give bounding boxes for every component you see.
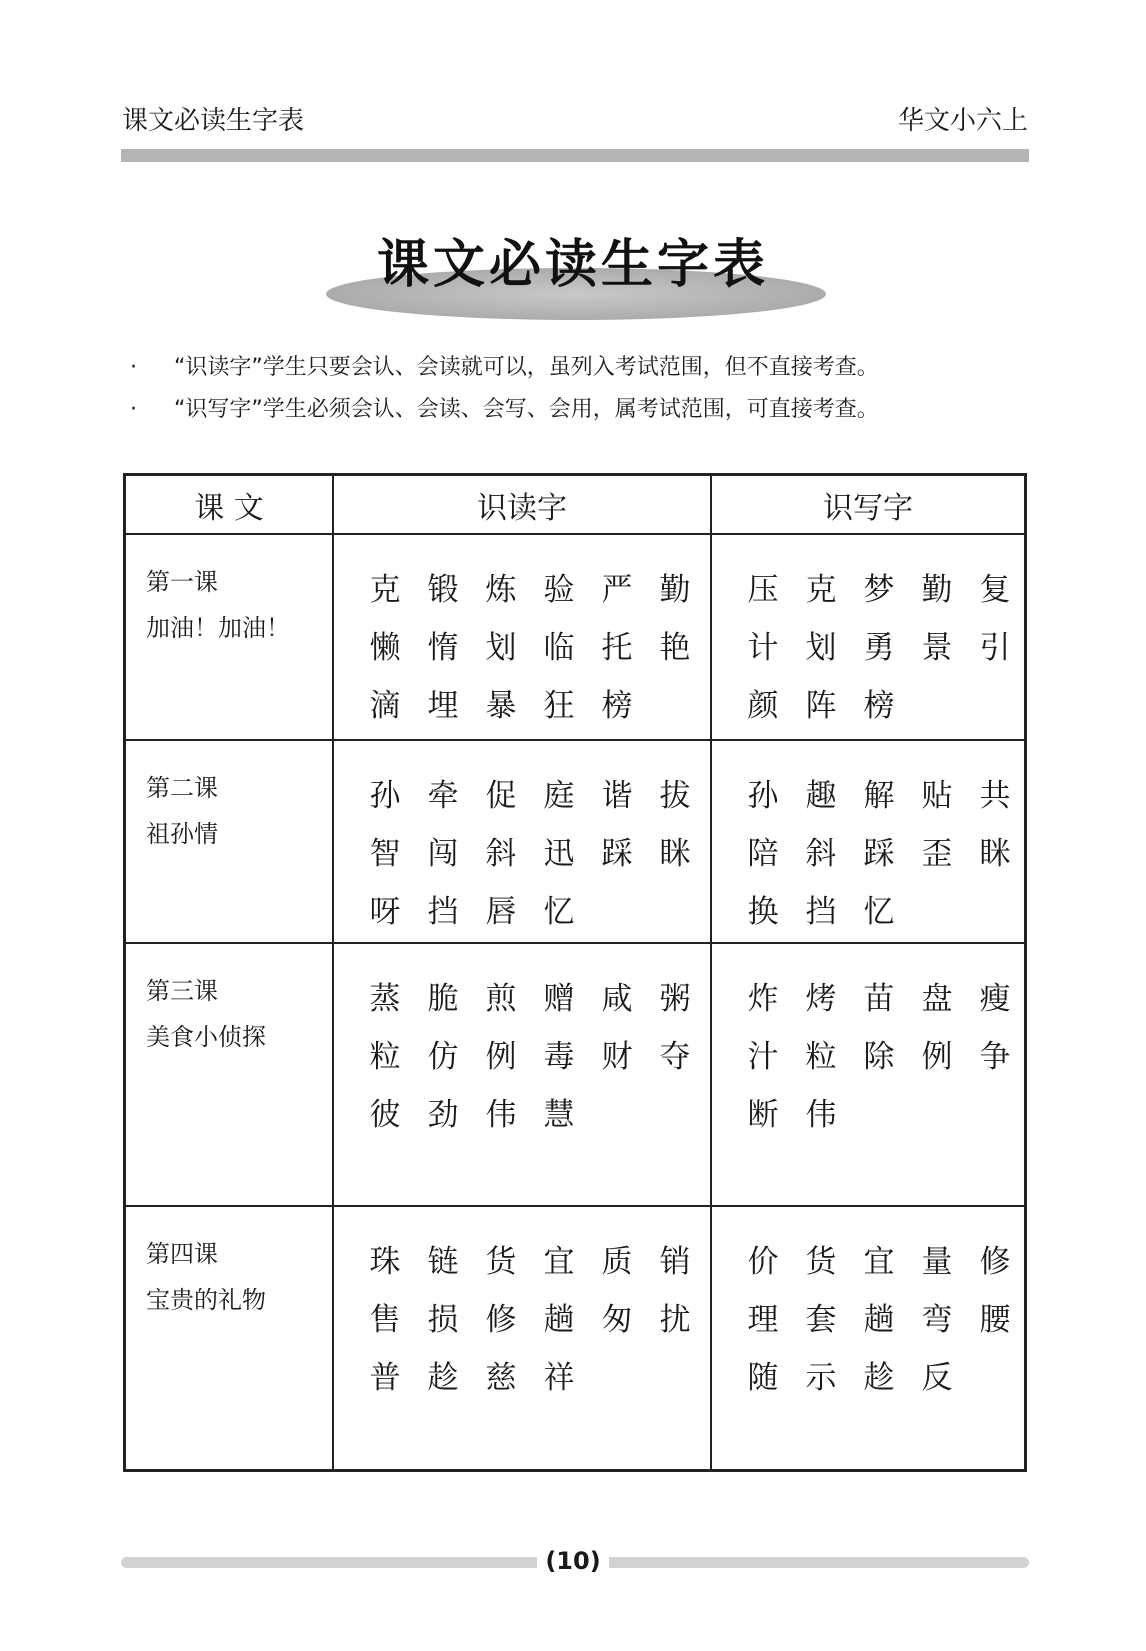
write-char: 忆 (863, 893, 895, 930)
write-chars-cell (711, 1206, 1026, 1470)
read-chars-cell (333, 534, 711, 740)
write-char: 粒 (805, 1038, 837, 1075)
page-title: 课文必读生字表 (376, 235, 769, 295)
read-char: 托 (601, 629, 633, 666)
write-char: 反 (921, 1359, 953, 1396)
header-read-chars: 识读字 (333, 475, 711, 535)
read-char: 链 (427, 1243, 459, 1280)
read-char: 智 (369, 835, 401, 872)
write-char: 梦 (863, 571, 895, 608)
read-char: 挡 (427, 893, 459, 930)
read-char: 滴 (369, 687, 401, 724)
read-char: 懒 (369, 629, 401, 666)
write-char: 挡 (805, 893, 837, 930)
write-char: 踩 (863, 835, 895, 872)
note-1 (130, 350, 879, 381)
bullet: · (130, 355, 137, 380)
note-2 (130, 392, 879, 423)
read-char: 咸 (601, 980, 633, 1017)
write-char: 盘 (921, 980, 953, 1017)
write-char: 量 (921, 1243, 953, 1280)
read-char: 煎 (485, 980, 517, 1017)
read-char: 验 (543, 571, 575, 608)
write-char: 趁 (863, 1359, 895, 1396)
header-lesson: 课 文 (125, 475, 334, 535)
lesson-cell (125, 534, 334, 740)
read-char: 炼 (485, 571, 517, 608)
read-char: 祥 (543, 1359, 575, 1396)
table-row (125, 1206, 1026, 1470)
read-char: 谐 (601, 777, 633, 814)
read-char: 珠 (369, 1243, 401, 1280)
write-char: 瘦 (979, 980, 1011, 1017)
write-char: 换 (747, 893, 779, 930)
write-char: 共 (979, 777, 1011, 814)
read-char: 唇 (485, 893, 517, 930)
read-char: 艳 (659, 629, 691, 666)
write-char: 阵 (805, 687, 837, 724)
write-char: 例 (921, 1038, 953, 1075)
read-char: 夺 (659, 1038, 691, 1075)
lesson-name: 加油！加油！ (146, 614, 290, 642)
write-char: 眯 (979, 835, 1011, 872)
running-header-book: 华文小六上 (897, 106, 1028, 136)
read-char: 呀 (369, 893, 401, 930)
read-char: 货 (485, 1243, 517, 1280)
read-char: 勤 (659, 571, 691, 608)
write-char: 复 (979, 571, 1011, 608)
write-char: 宜 (863, 1243, 895, 1280)
read-char: 狂 (543, 687, 575, 724)
lesson-cell (125, 740, 334, 943)
write-char: 套 (805, 1301, 837, 1338)
read-char: 克 (369, 571, 401, 608)
write-char: 烤 (805, 980, 837, 1017)
lesson-cell (125, 1206, 334, 1470)
read-char: 迅 (543, 835, 575, 872)
write-chars-cell (711, 740, 1026, 943)
write-char: 引 (979, 629, 1011, 666)
write-char: 修 (979, 1243, 1011, 1280)
read-char: 扰 (659, 1301, 691, 1338)
read-char: 蒸 (369, 980, 401, 1017)
read-char: 仿 (427, 1038, 459, 1075)
write-char: 计 (747, 629, 779, 666)
write-char: 示 (805, 1359, 837, 1396)
read-char: 粒 (369, 1038, 401, 1075)
read-char: 严 (601, 571, 633, 608)
read-char: 彼 (369, 1096, 401, 1133)
read-char: 赠 (543, 980, 575, 1017)
write-char: 划 (805, 629, 837, 666)
read-char: 忆 (543, 893, 575, 930)
read-char: 质 (601, 1243, 633, 1280)
read-char: 暴 (485, 687, 517, 724)
write-char: 伟 (805, 1096, 837, 1133)
table-row (125, 943, 1026, 1206)
read-char: 修 (485, 1301, 517, 1338)
read-char: 粥 (659, 980, 691, 1017)
read-char: 销 (659, 1243, 691, 1280)
read-char: 普 (369, 1359, 401, 1396)
write-char: 炸 (747, 980, 779, 1017)
lesson-cell (125, 943, 334, 1206)
write-char: 理 (747, 1301, 779, 1338)
read-char: 慧 (543, 1096, 575, 1133)
read-char: 宜 (543, 1243, 575, 1280)
bullet: · (130, 397, 137, 422)
read-char: 趁 (427, 1359, 459, 1396)
read-char: 牵 (427, 777, 459, 814)
read-char: 慈 (485, 1359, 517, 1396)
write-char: 争 (979, 1038, 1011, 1075)
write-char: 歪 (921, 835, 953, 872)
character-table (123, 473, 1027, 1472)
read-char: 损 (427, 1301, 459, 1338)
lesson-number: 第一课 (146, 568, 218, 596)
write-char: 斜 (805, 835, 837, 872)
read-char: 惰 (427, 629, 459, 666)
write-char: 弯 (921, 1301, 953, 1338)
write-char: 孙 (747, 777, 779, 814)
page-number (0, 1547, 1146, 1575)
read-char: 眯 (659, 835, 691, 872)
read-char: 榜 (601, 687, 633, 724)
write-char: 趟 (863, 1301, 895, 1338)
write-char: 压 (747, 571, 779, 608)
write-char: 断 (747, 1096, 779, 1133)
read-chars-cell (333, 1206, 711, 1470)
write-chars-cell (711, 943, 1026, 1206)
page-number-text: (10) (537, 1547, 608, 1575)
header-divider (121, 149, 1029, 162)
note-text: “识写字”学生必须会认、会读、会写、会用，属考试范围，可直接考查。 (174, 397, 879, 422)
read-char: 伟 (485, 1096, 517, 1133)
read-char: 斜 (485, 835, 517, 872)
read-char: 埋 (427, 687, 459, 724)
read-char: 锻 (427, 571, 459, 608)
lesson-name: 祖孙情 (146, 820, 218, 848)
lesson-number: 第四课 (146, 1240, 218, 1268)
write-char: 解 (863, 777, 895, 814)
write-char: 陪 (747, 835, 779, 872)
running-header-title: 课文必读生字表 (122, 106, 305, 136)
write-char: 除 (863, 1038, 895, 1075)
note-text: “识读字”学生只要会认、会读就可以，虽列入考试范围，但不直接考查。 (174, 355, 879, 380)
lesson-name: 美食小侦探 (146, 1023, 266, 1051)
read-char: 踩 (601, 835, 633, 872)
write-char: 随 (747, 1359, 779, 1396)
lesson-number: 第三课 (146, 977, 218, 1005)
read-char: 毒 (543, 1038, 575, 1075)
read-char: 划 (485, 629, 517, 666)
write-char: 克 (805, 571, 837, 608)
read-char: 财 (601, 1038, 633, 1075)
write-char: 价 (747, 1243, 779, 1280)
write-char: 颜 (747, 687, 779, 724)
read-char: 庭 (543, 777, 575, 814)
table-row (125, 534, 1026, 740)
write-char: 勇 (863, 629, 895, 666)
write-char: 货 (805, 1243, 837, 1280)
write-chars-cell (711, 534, 1026, 740)
read-char: 孙 (369, 777, 401, 814)
read-char: 闯 (427, 835, 459, 872)
read-char: 例 (485, 1038, 517, 1075)
write-char: 贴 (921, 777, 953, 814)
lesson-number: 第二课 (146, 774, 218, 802)
read-chars-cell (333, 943, 711, 1206)
read-chars-cell (333, 740, 711, 943)
header-write-chars: 识写字 (711, 475, 1026, 535)
read-char: 拔 (659, 777, 691, 814)
read-char: 匆 (601, 1301, 633, 1338)
table-row (125, 740, 1026, 943)
lesson-name: 宝贵的礼物 (146, 1286, 266, 1314)
read-char: 脆 (427, 980, 459, 1017)
write-char: 榜 (863, 687, 895, 724)
write-char: 趣 (805, 777, 837, 814)
read-char: 临 (543, 629, 575, 666)
read-char: 促 (485, 777, 517, 814)
read-char: 售 (369, 1301, 401, 1338)
write-char: 腰 (979, 1301, 1011, 1338)
write-char: 汁 (747, 1038, 779, 1075)
table-header-row (125, 475, 1026, 535)
read-char: 劲 (427, 1096, 459, 1133)
read-char: 趟 (543, 1301, 575, 1338)
write-char: 苗 (863, 980, 895, 1017)
write-char: 景 (921, 629, 953, 666)
write-char: 勤 (921, 571, 953, 608)
